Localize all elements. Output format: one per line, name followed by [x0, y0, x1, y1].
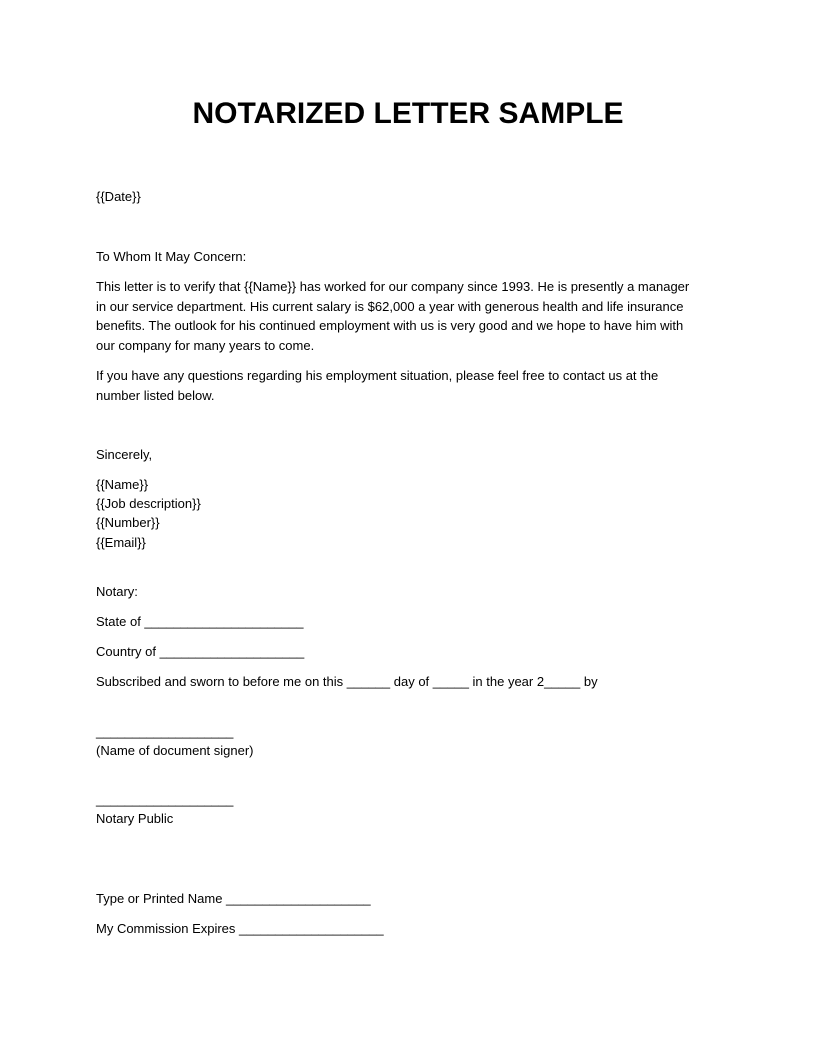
paragraph-line: our company for many years to come. [96, 337, 315, 353]
signature-job: {{Job description}} [96, 496, 201, 511]
date-placeholder: {{Date}} [96, 189, 141, 204]
body-paragraph-1 [96, 277, 718, 355]
signer-caption: (Name of document signer) [96, 743, 254, 758]
paragraph-line: If you have any questions regarding his employment situation, please feel free to contact us at the [96, 368, 659, 383]
notary-public-caption: Notary Public [96, 811, 174, 826]
notary-state: State of ______________________ [96, 614, 304, 629]
notary-signature-line: ___________________ [96, 792, 234, 807]
paragraph-line: benefits. The outlook for his continued employment with us is very good and we hope to have him with [96, 318, 684, 333]
signature-number: {{Number}} [96, 515, 160, 530]
signature-name: {{Name}} [96, 477, 149, 492]
salutation: To Whom It May Concern: [96, 249, 247, 264]
signer-signature-line: ___________________ [96, 724, 234, 739]
page-title: NOTARIZED LETTER SAMPLE [192, 97, 624, 130]
printed-name-field: Type or Printed Name ____________________ [96, 891, 371, 906]
notary-country: Country of ____________________ [96, 644, 305, 659]
paragraph-line: This letter is to verify that {{Name}} has worked for our company since 1993. He is presently a manager [96, 279, 690, 294]
closing: Sincerely, [96, 447, 153, 462]
body-paragraph-2 [96, 366, 718, 405]
paragraph-line: number listed below. [96, 387, 215, 403]
notary-label: Notary: [96, 584, 138, 599]
paragraph-line: in our service department. His current salary is $62,000 a year with generous health and life insurance [96, 298, 684, 314]
signature-email: {{Email}} [96, 535, 146, 550]
commission-expires-field: My Commission Expires ____________________ [96, 921, 384, 936]
notary-sworn: Subscribed and sworn to before me on this ______ day of _____ in the year 2_____ by [96, 674, 598, 689]
